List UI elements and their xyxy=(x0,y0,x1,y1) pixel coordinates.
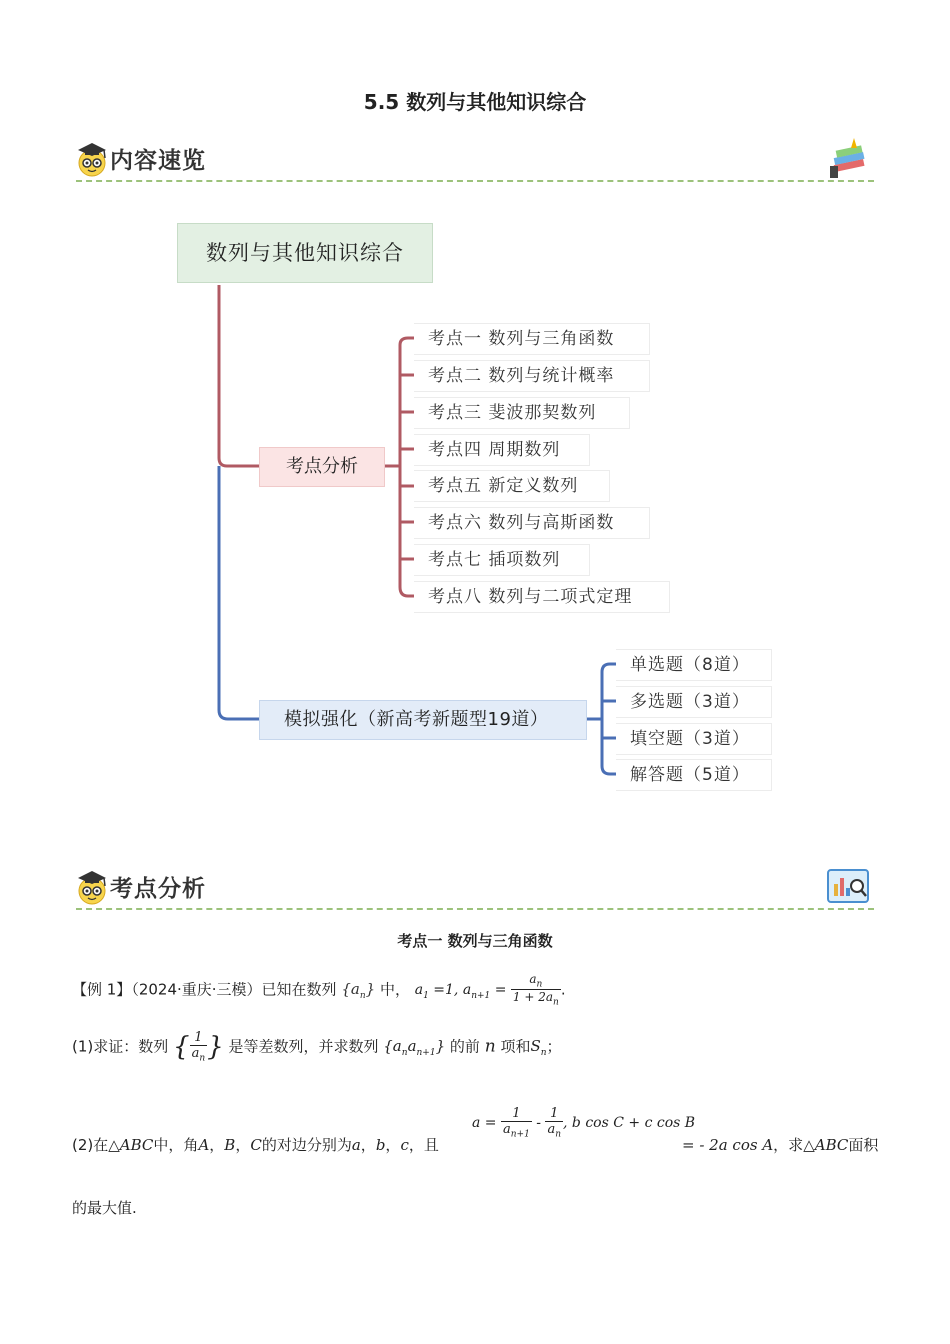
mindmap-root: 数列与其他知识综合 xyxy=(177,223,433,283)
mindmap-leaf-topic-6: 考点六 数列与高斯函数 xyxy=(414,507,650,539)
mindmap-leaf-topic-4: 考点四 周期数列 xyxy=(414,434,590,466)
example-part-2-cont: 的最大值. xyxy=(72,1199,137,1217)
section-header-analysis xyxy=(72,864,874,914)
mindmap-branch-analysis: 考点分析 xyxy=(259,447,385,487)
scholar-mascot-icon xyxy=(74,868,110,906)
mindmap-leaf-answer: 解答题（5道） xyxy=(616,759,772,791)
example-part-2: (2)在△ABC中，角A，B，C的对边分别为a，b，c，且 a = $\frac{1}{a_{n+1}}$ - $\frac{1}{a_n}$ , b cos C + c cos B = - 2a cos A，求△ABC面积 xyxy=(72,1106,879,1154)
topic-title: 考点一 数列与三角函数 xyxy=(397,932,553,950)
example-part-1: (1)求证：数列 { $\frac{1}{a_n}$ } 是等差数列，并求数列 $\{a_na_{n+1}\}$ 的前 n 项和$S_n$； xyxy=(72,1030,562,1064)
example-source: （2024·重庆·三模） xyxy=(131,980,262,999)
mindmap-leaf-multi-choice: 多选题（3道） xyxy=(616,686,772,718)
mindmap-leaf-topic-5: 考点五 新定义数列 xyxy=(414,470,610,502)
section-title-overview: 内容速览 xyxy=(110,148,206,174)
dashed-divider xyxy=(76,908,874,910)
mindmap-leaf-topic-3: 考点三 斐波那契数列 xyxy=(414,397,630,429)
mindmap-leaf-topic-2: 考点二 数列与统计概率 xyxy=(414,360,650,392)
mindmap-branch-practice: 模拟强化（新高考新题型19道） xyxy=(259,700,587,740)
mindmap-leaf-single-choice: 单选题（8道） xyxy=(616,649,772,681)
mindmap-leaf-topic-8: 考点八 数列与二项式定理 xyxy=(414,581,670,613)
example-tag: 【例 1】 xyxy=(72,980,132,999)
chart-magnifier-icon xyxy=(826,864,870,908)
example-stem: 【例 1】（2024·重庆·三模）已知在数列 $\{a_n\}$ 中， $a_1 =1$, $a_{n+1}$ = $\frac{a_n}{1 + 2a_n}$ . xyxy=(72,972,566,1008)
mindmap-leaf-topic-7: 考点七 插项数列 xyxy=(414,544,590,576)
mindmap-leaf-fill-blank: 填空题（3道） xyxy=(616,723,772,755)
mindmap-leaf-topic-1: 考点一 数列与三角函数 xyxy=(414,323,650,355)
section-title-analysis: 考点分析 xyxy=(110,876,206,902)
page-title: 5.5 数列与其他知识综合 xyxy=(363,90,587,114)
